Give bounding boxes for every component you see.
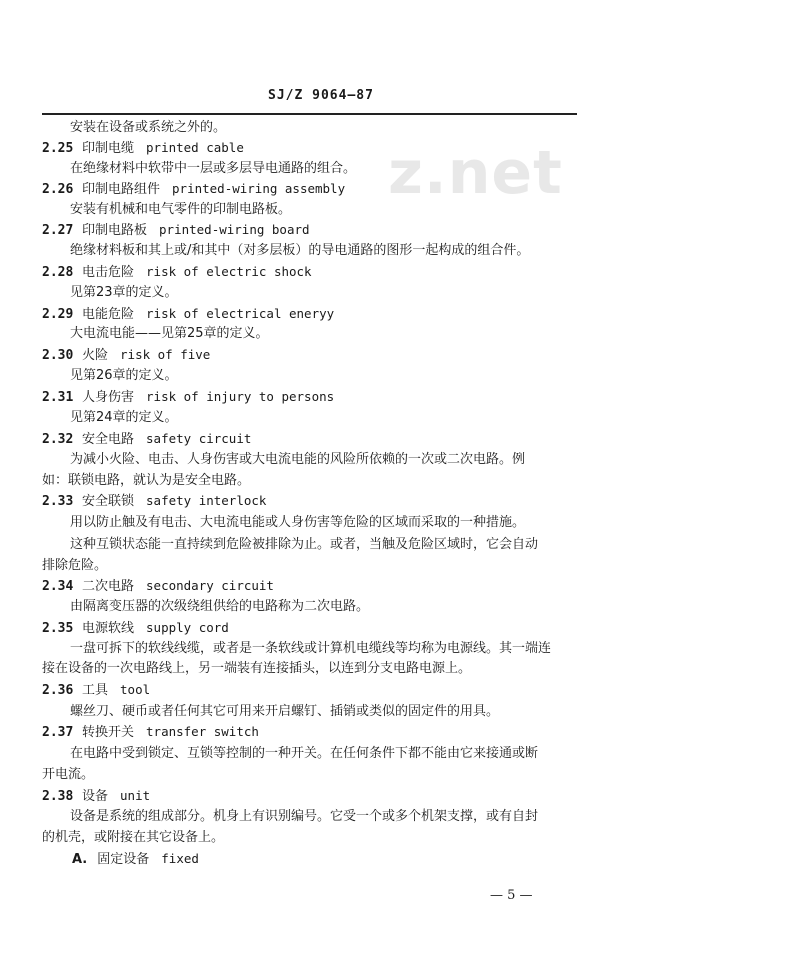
term-english: transfer switch <box>146 724 259 739</box>
definition-text: 的机壳，或附接在其它设备上。 <box>42 830 225 845</box>
watermark: z.net <box>388 138 563 208</box>
term-chinese: 印制电缆 <box>82 141 135 156</box>
term-entry <box>42 139 244 158</box>
term-entry <box>42 180 345 199</box>
term-english: fixed <box>161 851 199 866</box>
term-number: 2.26 <box>42 182 74 197</box>
term-entry <box>42 577 274 596</box>
term-english: unit <box>120 788 151 803</box>
term-entry <box>42 787 150 806</box>
term-english: safety interlock <box>146 493 267 508</box>
term-number: 2.36 <box>42 683 74 698</box>
term-english: risk of electrical eneryy <box>146 306 335 321</box>
term-chinese: 转换开关 <box>82 725 135 740</box>
definition-text: 在绝缘材料中软带中一层或多层导电通路的组合。 <box>70 161 357 176</box>
term-entry <box>42 723 259 742</box>
term-english: risk of electric shock <box>146 264 312 279</box>
term-english: printed-wiring assembly <box>172 181 346 196</box>
term-chinese: 电能危险 <box>82 307 135 322</box>
definition-text: 设备是系统的组成部分。机身上有识别编号。它受一个或多个机架支撑，或有自封 <box>70 809 539 824</box>
term-entry <box>42 346 210 365</box>
term-english: printed-wiring board <box>159 222 310 237</box>
term-chinese: 安全联锁 <box>82 494 135 509</box>
term-english: supply cord <box>146 620 229 635</box>
definition-text: 如：联锁电路，就认为是安全电路。 <box>42 473 251 488</box>
definition-text: 接在设备的一次电路线上，另一端装有连接插头，以连到分支电路电源上。 <box>42 661 472 676</box>
definition-text: 螺丝刀、硬币或者任何其它可用来开启螺钉、插销或类似的固定件的用具。 <box>70 704 500 719</box>
term-chinese: 印制电路板 <box>82 223 148 238</box>
definition-text: 见第24章的定义。 <box>70 410 178 425</box>
term-entry <box>42 430 251 449</box>
term-chinese: 印制电路组件 <box>82 182 161 197</box>
term-english: risk of five <box>120 347 211 362</box>
term-english: tool <box>120 682 151 697</box>
term-number: 2.25 <box>42 141 74 156</box>
document-code: SJ/Z 9064—87 <box>268 88 374 103</box>
term-entry <box>42 681 150 700</box>
term-entry <box>42 221 310 240</box>
sub-entry <box>72 850 199 869</box>
definition-text: 为减小火险、电击、人身伤害或大电流电能的风险所依赖的一次或二次电路。例 <box>70 452 526 467</box>
term-number: 2.27 <box>42 223 74 238</box>
definition-text: 绝缘材料板和其上或/和其中（对多层板）的导电通路的图形一起构成的组合件。 <box>70 243 530 258</box>
definition-text: 见第23章的定义。 <box>70 285 178 300</box>
term-english: risk of injury to persons <box>146 389 335 404</box>
term-chinese: 人身伤害 <box>82 390 135 405</box>
term-number: 2.35 <box>42 621 74 636</box>
definition-text: 用以防止触及有电击、大电流电能或人身伤害等危险的区域而采取的一种措施。 <box>70 515 526 530</box>
term-number: 2.30 <box>42 348 74 363</box>
definition-text: 开电流。 <box>42 767 95 782</box>
term-english: printed cable <box>146 140 244 155</box>
term-chinese: 安全电路 <box>82 432 135 447</box>
term-number: 2.31 <box>42 390 74 405</box>
term-chinese: 电击危险 <box>82 265 135 280</box>
term-chinese: 设备 <box>82 789 109 804</box>
term-chinese: 固定设备 <box>97 852 150 867</box>
definition-text: 在电路中受到锁定、互锁等控制的一种开关。在任何条件下都不能由它来接通或断 <box>70 746 539 761</box>
definition-text: 安装在设备或系统之外的。 <box>70 120 227 135</box>
definition-text: 由隔离变压器的次级绕组供给的电路称为二次电路。 <box>70 599 370 614</box>
definition-text: 安装有机械和电气零件的印制电路板。 <box>70 202 292 217</box>
term-entry <box>42 305 334 324</box>
page-number: — 5 — <box>490 888 533 903</box>
term-number: 2.37 <box>42 725 74 740</box>
term-chinese: 电源软线 <box>82 621 135 636</box>
term-number: 2.29 <box>42 307 74 322</box>
term-english: safety circuit <box>146 431 252 446</box>
term-chinese: 工具 <box>82 683 109 698</box>
term-number: 2.38 <box>42 789 74 804</box>
term-number: 2.33 <box>42 494 74 509</box>
term-number: A. <box>72 852 88 867</box>
term-chinese: 二次电路 <box>82 579 135 594</box>
term-entry <box>42 492 266 511</box>
definition-text: 这种互锁状态能一直持续到危险被排除为止。或者，当触及危险区域时，它会自动 <box>70 537 539 552</box>
term-entry <box>42 263 312 282</box>
term-entry <box>42 388 334 407</box>
term-entry <box>42 619 229 638</box>
term-number: 2.32 <box>42 432 74 447</box>
definition-text: 大电流电能——见第25章的定义。 <box>70 326 269 341</box>
definition-text: 见第26章的定义。 <box>70 368 178 383</box>
term-number: 2.34 <box>42 579 74 594</box>
term-english: secondary circuit <box>146 578 274 593</box>
header-rule <box>42 113 577 115</box>
term-number: 2.28 <box>42 265 74 280</box>
definition-text: 一盘可拆下的软线线缆，或者是一条软线或计算机电缆线等均称为电源线。其一端连 <box>70 641 552 656</box>
definition-text: 排除危险。 <box>42 558 108 573</box>
term-chinese: 火险 <box>82 348 109 363</box>
